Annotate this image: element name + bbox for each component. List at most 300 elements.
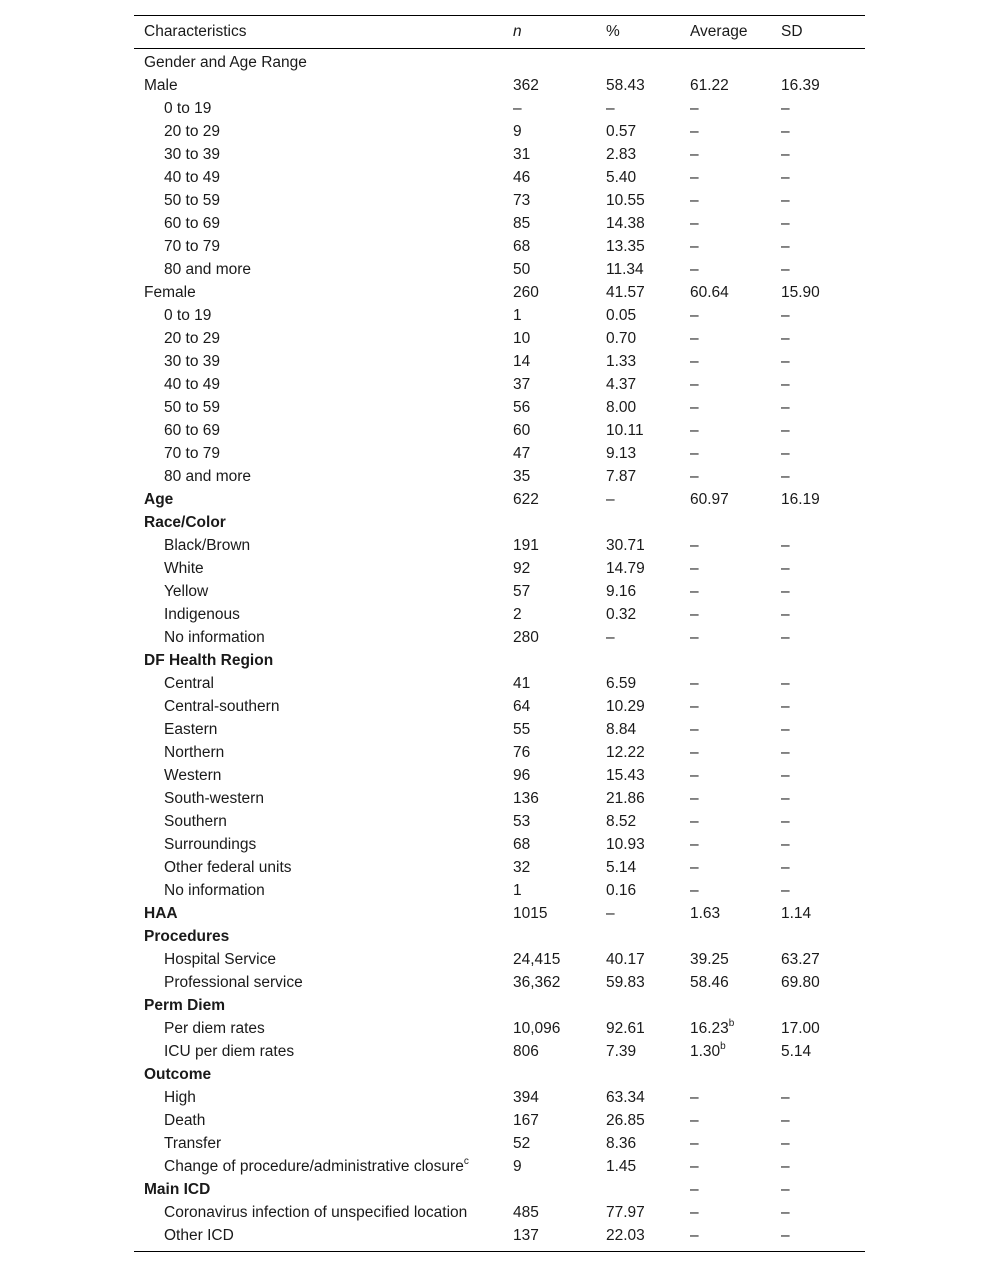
cell-average [680,74,771,97]
cell-average [680,833,771,856]
cell-sd-value: – [781,1181,790,1198]
row-label-text: Age [144,491,174,508]
cell-average [680,856,771,879]
row-label-text: 70 to 79 [164,238,221,255]
table-row [134,603,865,626]
cell-sd [771,74,865,97]
cell-sd-value: – [781,330,790,347]
table-row [134,49,865,75]
table-row [134,281,865,304]
header-n: n [513,23,522,40]
row-label-text: No information [164,882,265,899]
cell-percent [596,1063,680,1086]
cell-average [680,1063,771,1086]
cell-average [680,879,771,902]
cell-percent-value: 0.05 [606,307,637,324]
cell-percent-value: 8.52 [606,813,637,830]
cell-n-value: 37 [513,376,531,393]
cell-n-value: 137 [513,1227,539,1244]
row-label-text: Hospital Service [164,951,276,968]
cell-n-value: 85 [513,215,531,232]
row-label-text: Western [164,767,222,784]
cell-percent [596,603,680,626]
table-row [134,235,865,258]
row-label [134,1063,503,1086]
cell-sd-value: – [781,836,790,853]
row-label-text: Central-southern [164,698,280,715]
cell-percent [596,304,680,327]
cell-sd [771,442,865,465]
cell-n [503,396,596,419]
cell-sd-value: – [781,192,790,209]
row-label-text: DF Health Region [144,652,274,669]
row-label [134,925,503,948]
characteristics-table-container [134,15,865,1252]
cell-sd-value: – [781,560,790,577]
cell-percent [596,350,680,373]
cell-percent-value: 1.45 [606,1158,637,1175]
cell-percent-value: 59.83 [606,974,645,991]
cell-percent [596,948,680,971]
cell-n [503,603,596,626]
footnote-marker: b [720,1040,726,1052]
cell-average-value: – [690,1135,699,1152]
cell-n [503,442,596,465]
cell-percent-value: 63.34 [606,1089,645,1106]
cell-average [680,235,771,258]
row-label-text: Central [164,675,214,692]
cell-average-value: – [690,629,699,646]
table-row [134,1040,865,1063]
cell-sd-value: – [781,767,790,784]
row-label [134,672,503,695]
row-label [134,902,503,925]
table-row [134,396,865,419]
cell-n [503,120,596,143]
row-label [134,741,503,764]
cell-n-value: 36,362 [513,974,561,991]
cell-percent [596,1040,680,1063]
cell-n [503,994,596,1017]
cell-average-value: – [690,767,699,784]
table-row [134,534,865,557]
cell-percent-value: – [606,905,615,922]
row-label [134,97,503,120]
cell-sd-value: 15.90 [781,284,820,301]
cell-sd [771,948,865,971]
cell-percent-value: 8.84 [606,721,637,738]
cell-average-value: – [690,606,699,623]
cell-percent [596,258,680,281]
cell-n [503,419,596,442]
cell-percent [596,511,680,534]
cell-n [503,1178,596,1201]
row-label [134,971,503,994]
row-label [134,350,503,373]
cell-n [503,1224,596,1252]
cell-average [680,304,771,327]
cell-n-value: 260 [513,284,539,301]
cell-percent-value: 0.70 [606,330,637,347]
cell-average-value: 60.97 [690,491,729,508]
cell-average [680,1040,771,1063]
cell-percent-value: 26.85 [606,1112,645,1129]
cell-n [503,49,596,75]
cell-n-value: 92 [513,560,531,577]
cell-percent [596,465,680,488]
cell-average-value: 60.64 [690,284,729,301]
cell-sd-value: – [781,146,790,163]
cell-sd [771,764,865,787]
cell-percent-value: 10.29 [606,698,645,715]
cell-average-value: – [690,422,699,439]
cell-n [503,672,596,695]
cell-percent [596,97,680,120]
table-row [134,1178,865,1201]
cell-average [680,419,771,442]
table-row [134,143,865,166]
cell-n-value: 806 [513,1043,539,1060]
row-label [134,1201,503,1224]
row-label [134,465,503,488]
cell-sd-value: 1.14 [781,905,812,922]
row-label-text: Procedures [144,928,230,945]
cell-n [503,856,596,879]
row-label [134,626,503,649]
cell-n [503,534,596,557]
cell-percent-value: 11.34 [606,261,644,278]
row-label [134,810,503,833]
cell-sd-value: – [781,238,790,255]
cell-n [503,557,596,580]
cell-percent-value: 30.71 [606,537,645,554]
row-label [134,189,503,212]
row-label-text: 60 to 69 [164,422,221,439]
cell-percent [596,971,680,994]
row-label [134,373,503,396]
cell-sd [771,350,865,373]
cell-sd-value: – [781,307,790,324]
table-row [134,419,865,442]
row-label [134,74,503,97]
table-row [134,718,865,741]
cell-n [503,902,596,925]
cell-percent-value: 9.13 [606,445,637,462]
cell-sd [771,258,865,281]
cell-average [680,810,771,833]
cell-average-value: – [690,744,699,761]
cell-n-value: 68 [513,238,531,255]
cell-n-value: 136 [513,790,539,807]
cell-average [680,741,771,764]
table-row [134,465,865,488]
header-percent: % [606,23,620,40]
cell-n [503,1132,596,1155]
cell-percent [596,74,680,97]
cell-percent [596,695,680,718]
cell-average-value: – [690,1227,699,1244]
table-row [134,741,865,764]
cell-percent-value: 9.16 [606,583,637,600]
cell-sd [771,1017,865,1040]
cell-average [680,534,771,557]
cell-average-value: – [690,813,699,830]
cell-average [680,281,771,304]
table-row [134,948,865,971]
cell-percent [596,327,680,350]
cell-sd-value: 69.80 [781,974,820,991]
row-label-text: Northern [164,744,225,761]
cell-average [680,143,771,166]
cell-sd [771,902,865,925]
footnote-marker: b [728,1017,735,1029]
cell-sd [771,971,865,994]
cell-percent [596,925,680,948]
cell-average-value: – [690,215,699,232]
cell-percent [596,235,680,258]
cell-average-value: – [690,445,699,462]
cell-n [503,1109,596,1132]
cell-average [680,994,771,1017]
cell-n-value: 73 [513,192,531,209]
row-label-text: Gender and Age Range [144,54,307,71]
cell-average [680,1086,771,1109]
row-label-text: Death [164,1112,206,1129]
cell-n [503,626,596,649]
cell-percent-value: – [606,491,615,508]
cell-percent-value: 7.39 [606,1043,637,1060]
row-label-text: 70 to 79 [164,445,221,462]
row-label [134,488,503,511]
cell-average [680,925,771,948]
cell-percent [596,488,680,511]
cell-average [680,1132,771,1155]
cell-percent [596,1224,680,1252]
table-row [134,1109,865,1132]
cell-percent [596,672,680,695]
cell-average [680,787,771,810]
cell-sd [771,465,865,488]
cell-average [680,49,771,75]
cell-percent-value: 1.33 [606,353,637,370]
cell-sd [771,1063,865,1086]
cell-n-value: 46 [513,169,531,186]
cell-average-value: – [690,1089,699,1106]
row-label [134,442,503,465]
cell-average-value: – [690,146,699,163]
table-row [134,1132,865,1155]
characteristics-table [134,15,865,1252]
table-row [134,1063,865,1086]
cell-average [680,488,771,511]
cell-n-value: 9 [513,1158,522,1175]
cell-average [680,258,771,281]
cell-average [680,971,771,994]
cell-sd-value: – [781,1227,790,1244]
cell-percent [596,166,680,189]
row-label-text: 80 and more [164,261,252,278]
table-row [134,189,865,212]
cell-percent-value: 40.17 [606,951,645,968]
cell-n-value: 167 [513,1112,539,1129]
cell-n-value: 41 [513,675,531,692]
row-label-text: 50 to 59 [164,399,221,416]
cell-average [680,902,771,925]
cell-percent [596,810,680,833]
cell-average-value: 61.22 [690,77,729,94]
cell-percent [596,281,680,304]
cell-percent-value: 0.16 [606,882,637,899]
cell-average [680,672,771,695]
table-header [134,16,865,49]
cell-n [503,189,596,212]
cell-percent-value: 41.57 [606,284,645,301]
cell-percent [596,373,680,396]
cell-n [503,327,596,350]
cell-n [503,350,596,373]
cell-sd-value: – [781,100,790,117]
cell-sd [771,49,865,75]
table-row [134,833,865,856]
cell-n [503,465,596,488]
row-label-text: ICU per diem rates [164,1043,295,1060]
row-label-text: Per diem rates [164,1020,265,1037]
row-label [134,1132,503,1155]
cell-sd [771,833,865,856]
cell-n [503,833,596,856]
cell-percent [596,189,680,212]
row-label [134,534,503,557]
row-label [134,1155,503,1178]
cell-average [680,649,771,672]
cell-sd-value: – [781,1204,790,1221]
cell-average [680,511,771,534]
cell-sd [771,741,865,764]
table-row [134,304,865,327]
cell-percent-value: 15.43 [606,767,645,784]
cell-percent [596,879,680,902]
table-row [134,1224,865,1252]
cell-sd-value: 63.27 [781,951,820,968]
cell-average-value: – [690,1112,699,1129]
cell-average-value: – [690,537,699,554]
cell-average-value: – [690,1158,699,1175]
cell-n-value: 60 [513,422,531,439]
cell-percent-value: 58.43 [606,77,645,94]
cell-n-value: 53 [513,813,531,830]
cell-n-value: 280 [513,629,539,646]
cell-average [680,1155,771,1178]
cell-percent [596,902,680,925]
table-body [134,49,865,1252]
cell-percent [596,580,680,603]
cell-average [680,626,771,649]
row-label-text: South-western [164,790,264,807]
row-label-text: 40 to 49 [164,169,221,186]
row-label [134,1040,503,1063]
cell-percent-value: 77.97 [606,1204,645,1221]
row-label [134,1086,503,1109]
cell-average-value: – [690,376,699,393]
cell-percent-value: 22.03 [606,1227,645,1244]
cell-sd-value: – [781,1158,790,1175]
cell-percent-value: 0.57 [606,123,637,140]
cell-n [503,810,596,833]
cell-sd [771,327,865,350]
row-label-text: Coronavirus infection of unspecified location [164,1204,468,1221]
cell-n [503,281,596,304]
table-row [134,442,865,465]
row-label-text: Outcome [144,1066,212,1083]
cell-percent-value: 5.14 [606,859,637,876]
cell-n [503,1201,596,1224]
cell-average [680,1178,771,1201]
cell-n-value: 96 [513,767,531,784]
row-label [134,120,503,143]
row-label-text: 40 to 49 [164,376,221,393]
cell-average [680,212,771,235]
row-label [134,833,503,856]
cell-sd [771,488,865,511]
table-row [134,856,865,879]
cell-average-value: – [690,330,699,347]
cell-percent-value: 14.38 [606,215,645,232]
row-label [134,580,503,603]
row-label [134,49,503,75]
cell-sd [771,672,865,695]
cell-percent [596,856,680,879]
cell-percent-value: 14.79 [606,560,645,577]
cell-percent-value: – [606,629,615,646]
cell-n [503,580,596,603]
cell-percent-value: 6.59 [606,675,637,692]
table-row [134,1201,865,1224]
table-row [134,672,865,695]
cell-n [503,511,596,534]
table-row [134,764,865,787]
cell-average [680,1109,771,1132]
cell-percent [596,1017,680,1040]
row-label-text: Surroundings [164,836,257,853]
table-row [134,373,865,396]
cell-percent [596,120,680,143]
cell-percent-value: 10.93 [606,836,645,853]
cell-sd [771,511,865,534]
cell-n-value: 1015 [513,905,548,922]
cell-n-value: 35 [513,468,531,485]
row-label [134,1017,503,1040]
row-label-text: Other federal units [164,859,292,876]
cell-n-value: 362 [513,77,539,94]
row-label [134,327,503,350]
row-label [134,879,503,902]
cell-sd-value: – [781,1089,790,1106]
cell-average [680,580,771,603]
cell-percent [596,626,680,649]
row-label-text: 60 to 69 [164,215,221,232]
cell-sd-value: – [781,744,790,761]
cell-n-value: 56 [513,399,531,416]
cell-sd-value: – [781,376,790,393]
cell-n [503,879,596,902]
cell-n [503,373,596,396]
cell-n [503,718,596,741]
row-label [134,511,503,534]
row-label-text: 20 to 29 [164,330,221,347]
row-label [134,787,503,810]
row-label-text: Main ICD [144,1181,211,1198]
cell-sd-value: – [781,675,790,692]
